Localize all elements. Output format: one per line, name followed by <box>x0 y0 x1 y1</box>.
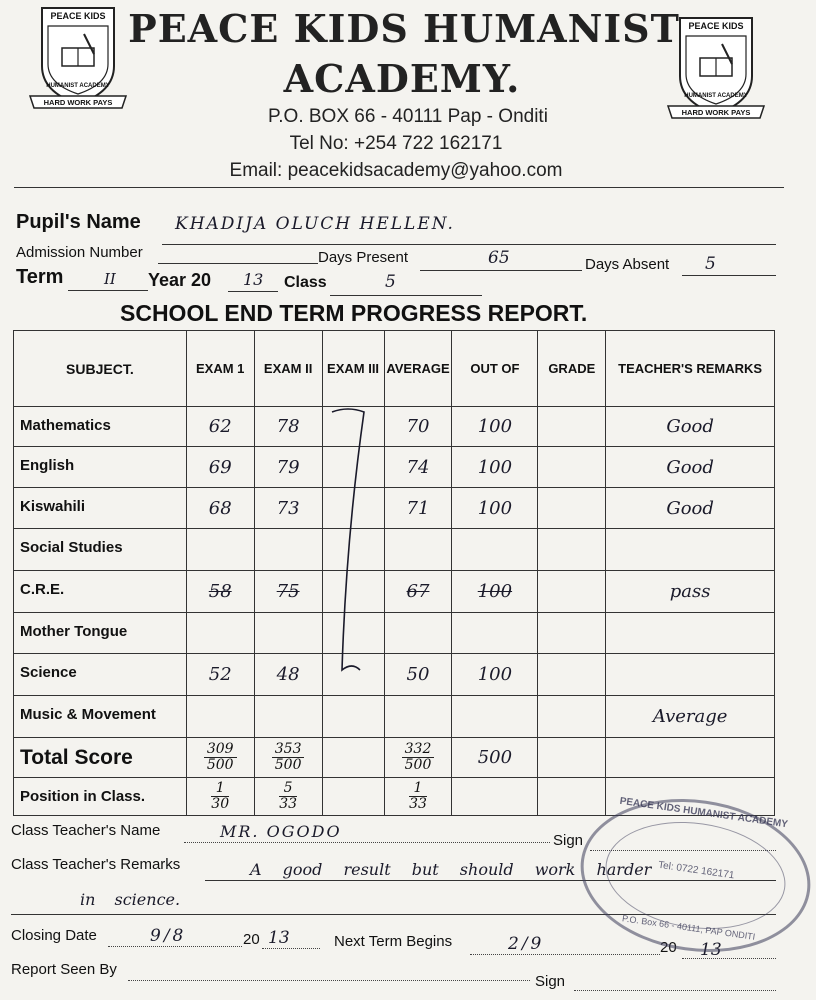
total-grade-cell[interactable] <box>538 738 606 778</box>
subject-cell: Mathematics <box>14 407 187 447</box>
total-remark-cell[interactable] <box>606 738 775 778</box>
subject-cell: Science <box>14 654 187 696</box>
exam2-cell[interactable]: 73 <box>254 488 322 529</box>
remark-cell[interactable]: Average <box>606 696 775 738</box>
teacher-remarks-label: Class Teacher's Remarks <box>11 856 181 873</box>
out-of-cell[interactable] <box>452 696 538 738</box>
next-year-value[interactable]: 13 <box>700 940 722 960</box>
average-cell[interactable] <box>384 529 452 571</box>
total-score-row <box>14 738 775 778</box>
next-year-line <box>682 958 776 959</box>
table-row <box>14 654 775 696</box>
crest-right-motto: HARD WORK PAYS <box>681 108 751 117</box>
year-label: Year 20 <box>148 270 212 290</box>
report-title: SCHOOL END TERM PROGRESS REPORT. <box>120 300 588 326</box>
exam2-cell[interactable] <box>254 696 322 738</box>
pupil-name-value[interactable]: KHADIJA OLUCH HELLEN. <box>175 214 455 234</box>
average-cell[interactable] <box>384 696 452 738</box>
header-exam3: EXAM III <box>322 331 384 407</box>
header-grade: GRADE <box>538 331 606 407</box>
total-exam1-cell[interactable] <box>186 738 254 778</box>
closing-year-prefix: 20 <box>243 931 260 948</box>
total-out-of-cell[interactable]: 500 <box>452 738 538 778</box>
subject-cell: Music & Movement <box>14 696 187 738</box>
position-average <box>409 781 427 812</box>
header-exam2: EXAM II <box>254 331 322 407</box>
exam2-cell[interactable]: 48 <box>254 654 322 696</box>
out-of-cell[interactable]: 100 <box>452 488 538 529</box>
out-of-cell[interactable]: 100 <box>452 654 538 696</box>
exam2-cell[interactable]: 79 <box>254 447 322 488</box>
total-score-label: Total Score <box>14 738 187 778</box>
out-of-cell[interactable] <box>452 613 538 654</box>
exam1-cell[interactable]: 69 <box>186 447 254 488</box>
class-label: Class <box>284 274 327 291</box>
admission-label: Admission Number <box>16 244 143 261</box>
table-row <box>14 407 775 447</box>
total-average <box>402 742 435 773</box>
total-exam2-den: 500 <box>274 756 302 773</box>
next-term-value[interactable]: 2/9 <box>508 934 545 954</box>
remark-cell[interactable] <box>606 529 775 571</box>
total-average-num: 332 <box>402 742 435 758</box>
parent-sign-label: Sign <box>535 973 566 990</box>
exam2-cell[interactable] <box>254 613 322 654</box>
position-exam1-num: 1 <box>211 781 229 797</box>
days-present-value[interactable]: 65 <box>488 248 510 268</box>
grade-cell[interactable] <box>538 571 606 613</box>
header-subject: SUBJECT. <box>14 331 187 407</box>
position-exam1 <box>211 781 229 812</box>
position-out-of-cell[interactable] <box>452 778 538 816</box>
closing-date-label: Closing Date <box>11 927 97 944</box>
remark-cell[interactable] <box>606 613 775 654</box>
table-row <box>14 488 775 529</box>
parent-sign-line <box>574 990 776 991</box>
out-of-cell[interactable] <box>452 529 538 571</box>
grade-cell[interactable] <box>538 488 606 529</box>
closing-year-line <box>262 948 320 949</box>
total-average-den: 500 <box>404 756 432 773</box>
header-average: AVERAGE <box>384 331 452 407</box>
exam3-cell[interactable] <box>322 696 384 738</box>
table-row <box>14 529 775 571</box>
total-exam2-num: 353 <box>272 742 305 758</box>
subject-cell: English <box>14 447 187 488</box>
stamp-name: PEACE KIDS HUMANIST ACADEMY <box>619 795 789 831</box>
school-name-line1: PEACE KIDS HUMANIST <box>128 6 680 51</box>
days-absent-value[interactable]: 5 <box>705 254 716 274</box>
report-seen-line <box>128 980 530 981</box>
term-label: Term <box>16 266 64 288</box>
crest-right-arc: HUMANIST ACADEMY <box>684 93 748 99</box>
class-line <box>330 295 482 296</box>
exam1-cell[interactable] <box>186 613 254 654</box>
header-divider <box>14 187 784 188</box>
crest-left-motto: HARD WORK PAYS <box>43 98 113 107</box>
stamp-box: P.O. Box 66 - 40111, PAP ONDITI <box>621 913 756 942</box>
table-row <box>14 613 775 654</box>
school-email: Email: peacekidsacademy@yahoo.com <box>229 160 563 181</box>
total-exam3-cell[interactable] <box>322 738 384 778</box>
average-cell[interactable]: 71 <box>384 488 452 529</box>
stamp-tel: Tel: 0722 162171 <box>657 859 735 882</box>
results-table <box>13 330 775 816</box>
position-exam2-cell[interactable] <box>254 778 322 816</box>
total-exam2 <box>272 742 305 773</box>
next-term-label: Next Term Begins <box>334 933 453 950</box>
grade-cell[interactable] <box>538 613 606 654</box>
remark-cell[interactable]: Good <box>606 488 775 529</box>
out-of-cell[interactable]: 100 <box>452 447 538 488</box>
position-exam1-cell[interactable] <box>186 778 254 816</box>
school-name-line2: ACADEMY. <box>283 56 521 101</box>
crest-left-title: PEACE KIDS <box>50 11 106 21</box>
average-cell[interactable]: 50 <box>384 654 452 696</box>
position-label: Position in Class. <box>14 778 187 816</box>
teacher-remarks-line2[interactable]: in science. <box>80 890 181 909</box>
subject-cell: C.R.E. <box>14 571 187 613</box>
position-exam2-den: 33 <box>279 795 298 812</box>
year-value[interactable]: 13 <box>243 270 264 289</box>
position-grade-cell[interactable] <box>538 778 606 816</box>
next-year-prefix: 20 <box>660 939 677 956</box>
teacher-sign-label: Sign <box>553 832 584 849</box>
average-cell[interactable] <box>384 613 452 654</box>
exam1-cell[interactable] <box>186 529 254 571</box>
exam1-cell[interactable] <box>186 696 254 738</box>
next-term-line <box>470 954 660 955</box>
average-cell[interactable]: 74 <box>384 447 452 488</box>
total-exam1 <box>204 742 237 773</box>
position-exam2-num: 5 <box>279 781 297 797</box>
teacher-name-value[interactable]: MR. OGODO <box>220 822 342 841</box>
days-present-line <box>420 270 582 271</box>
grade-cell[interactable] <box>538 407 606 447</box>
days-absent-label: Days Absent <box>585 256 670 273</box>
exam1-cell[interactable]: 52 <box>186 654 254 696</box>
subject-cell: Social Studies <box>14 529 187 571</box>
exam1-cell[interactable]: 58 <box>186 571 254 613</box>
report-seen-label: Report Seen By <box>11 961 117 978</box>
table-header-row <box>14 331 775 407</box>
exam3-bracket-mark <box>322 400 382 690</box>
grade-cell[interactable] <box>538 529 606 571</box>
exam2-cell[interactable]: 75 <box>254 571 322 613</box>
remark-cell[interactable]: Good <box>606 447 775 488</box>
average-cell[interactable]: 67 <box>384 571 452 613</box>
teacher-name-line <box>184 842 550 843</box>
teacher-remarks-line1[interactable]: A good result but should work harder <box>250 860 652 879</box>
school-address: P.O. BOX 66 - 40111 Pap - Onditi <box>268 106 548 127</box>
closing-date-line <box>108 946 242 947</box>
crest-left-arc: HUMANIST ACADEMY <box>46 83 110 89</box>
closing-year-value[interactable]: 13 <box>268 928 290 948</box>
position-average-cell[interactable] <box>384 778 452 816</box>
total-average-cell[interactable] <box>384 738 452 778</box>
grade-cell[interactable] <box>538 654 606 696</box>
total-exam2-cell[interactable] <box>254 738 322 778</box>
out-of-cell[interactable]: 100 <box>452 407 538 447</box>
exam1-cell[interactable]: 68 <box>186 488 254 529</box>
total-exam1-num: 309 <box>204 742 237 758</box>
exam1-cell[interactable]: 62 <box>186 407 254 447</box>
exam2-cell[interactable]: 78 <box>254 407 322 447</box>
total-exam1-den: 500 <box>206 756 234 773</box>
position-exam1-den: 30 <box>211 795 230 812</box>
header-remarks: TEACHER'S REMARKS <box>606 331 775 407</box>
position-average-num: 1 <box>409 781 427 797</box>
days-present-label: Days Present <box>318 249 409 266</box>
crest-right-title: PEACE KIDS <box>688 21 744 31</box>
school-tel: Tel No: +254 722 162171 <box>289 133 503 154</box>
grade-cell[interactable] <box>538 696 606 738</box>
closing-date-value[interactable]: 9/8 <box>150 926 187 946</box>
position-exam2 <box>279 781 297 812</box>
subject-cell: Mother Tongue <box>14 613 187 654</box>
position-exam3-cell[interactable] <box>322 778 384 816</box>
teacher-name-label: Class Teacher's Name <box>11 822 161 839</box>
subject-cell: Kiswahili <box>14 488 187 529</box>
class-value[interactable]: 5 <box>385 272 396 292</box>
pupil-name-line <box>162 244 776 245</box>
term-value[interactable]: II <box>104 270 116 288</box>
exam2-cell[interactable] <box>254 529 322 571</box>
remark-cell[interactable]: Good <box>606 407 775 447</box>
remark-cell[interactable]: pass <box>606 571 775 613</box>
grade-cell[interactable] <box>538 447 606 488</box>
admission-line <box>158 263 318 264</box>
days-absent-line <box>682 275 776 276</box>
header-out-of: OUT OF <box>452 331 538 407</box>
term-line <box>68 290 148 291</box>
year-line <box>228 291 278 292</box>
header-exam1: EXAM 1 <box>186 331 254 407</box>
table-row <box>14 696 775 738</box>
pupil-name-label: Pupil's Name <box>16 211 141 233</box>
out-of-cell[interactable]: 100 <box>452 571 538 613</box>
table-row <box>14 571 775 613</box>
average-cell[interactable]: 70 <box>384 407 452 447</box>
position-average-den: 33 <box>409 795 427 812</box>
table-row <box>14 447 775 488</box>
remark-cell[interactable] <box>606 654 775 696</box>
